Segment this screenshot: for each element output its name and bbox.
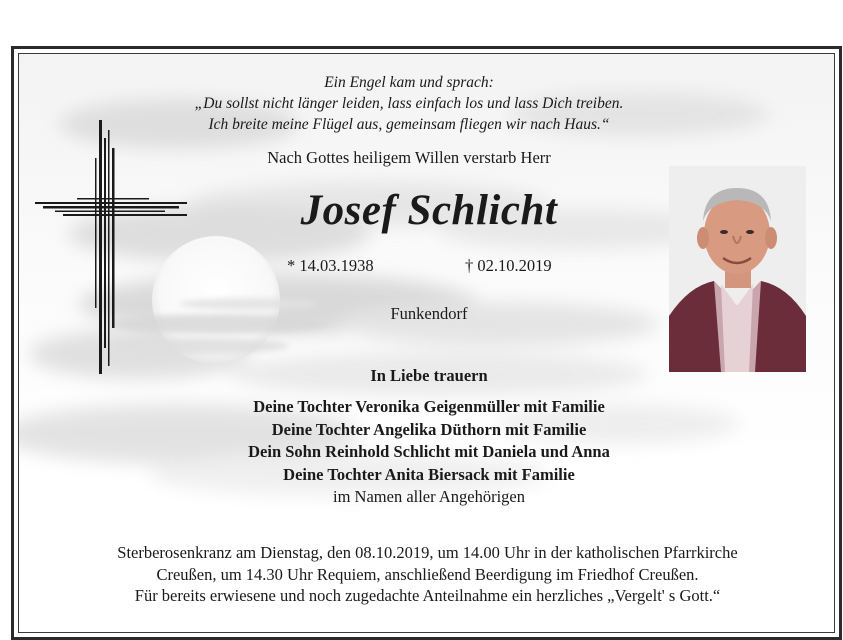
mourning-heading: In Liebe trauern bbox=[370, 366, 488, 385]
footer-line: Creußen, um 14.30 Uhr Requiem, anschließend Beerdigung im Friedhof Creußen. bbox=[156, 564, 699, 584]
cross-icon bbox=[33, 118, 193, 378]
poem bbox=[139, 72, 679, 135]
footer-line: Sterberosenkranz am Dienstag, den 08.10.2019, um 14.00 Uhr in der katholischen Pfarrkirche bbox=[117, 543, 738, 562]
portrait-image bbox=[669, 166, 806, 372]
poem-line: Ein Engel kam und sprach: bbox=[324, 74, 494, 91]
on-behalf-text: im Namen aller Angehörigen bbox=[333, 487, 525, 506]
service-details bbox=[19, 542, 835, 607]
poem-line: Ich breite meine Flügel aus, gemeinsam fliegen wir nach Haus.“ bbox=[208, 116, 610, 133]
obituary-card bbox=[18, 53, 835, 633]
mourner-entry: Deine Tochter Anita Biersack mit Familie bbox=[283, 464, 575, 484]
poem-line: „Du sollst nicht länger leiden, lass einfach los und lass Dich treiben. bbox=[194, 95, 624, 112]
mourners-list bbox=[139, 396, 719, 509]
mourner-entry: Dein Sohn Reinhold Schlicht mit Daniela und Anna bbox=[248, 442, 610, 461]
portrait-photo bbox=[669, 166, 806, 372]
mourner-entry: Deine Tochter Veronika Geigenmüller mit Familie bbox=[253, 397, 605, 416]
footer-line: Für bereits erwiesene und noch zugedachte Anteilnahme ein herzliches „Vergelt' s Gott.“ bbox=[134, 586, 721, 605]
intro-text: Nach Gottes heiligem Willen verstarb Herr bbox=[267, 148, 551, 167]
death-date: † 02.10.2019 bbox=[465, 256, 552, 275]
birth-date: * 14.03.1938 bbox=[287, 256, 374, 275]
deceased-name: Josef Schlicht bbox=[300, 187, 558, 234]
home-town: Funkendorf bbox=[390, 304, 468, 323]
mourner-entry: Deine Tochter Angelika Düthorn mit Familie bbox=[271, 419, 587, 439]
